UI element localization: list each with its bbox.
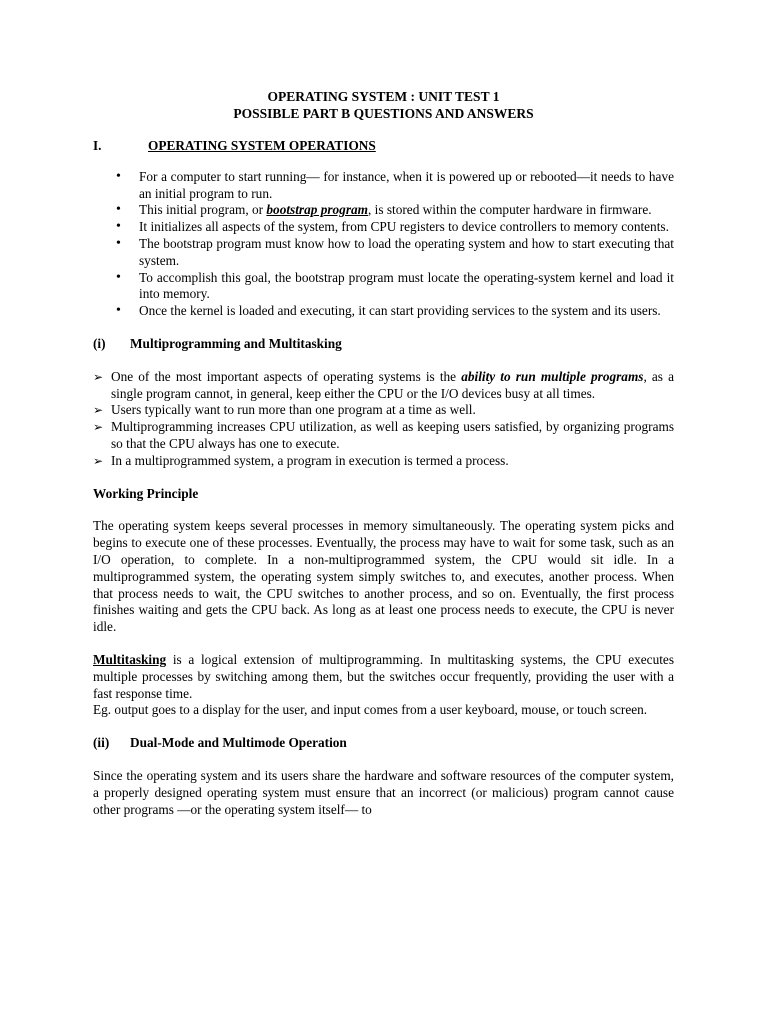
multitasking-paragraph: Multitasking is a logical extension of multiprogramming. In multitasking systems, the CPU executes multiple processes by switching among them, but the switches occur frequently, providing the user with a fast response time.	[93, 651, 674, 701]
list-item: • It initializes all aspects of the system, from CPU registers to device controllers to memory contents.	[116, 219, 669, 235]
document-subtitle: POSSIBLE PART B QUESTIONS AND ANSWERS	[233, 106, 534, 121]
subsection-heading	[93, 336, 674, 353]
section-heading	[93, 138, 674, 155]
arrow-bullet-icon: ➢	[93, 369, 104, 384]
list-item: • The bootstrap program must know how to load the operating system and how to start executing that system.	[116, 235, 674, 268]
bullet-icon: •	[116, 168, 121, 184]
list-item: • For a computer to start running— for instance, when it is powered up or rebooted—it needs to have an initial program to run.	[116, 168, 674, 201]
list-item: • Once the kernel is loaded and executing, it can start providing services to the system and its users.	[116, 303, 661, 319]
list-item: ➢ Users typically want to run more than one program at a time as well.	[93, 402, 476, 418]
list-item: ➢ One of the most important aspects of operating systems is the ability to run multiple programs, as a single program cannot, in general, keep either the CPU or the I/O devices busy at all times.	[93, 368, 674, 401]
arrow-bullet-icon: ➢	[93, 420, 104, 435]
subsection-number: (i)	[93, 335, 106, 351]
subsection-number: (ii)	[93, 735, 110, 751]
subsection-title: Dual-Mode and Multimode Operation	[130, 735, 347, 751]
list-item: • This initial program, or bootstrap program, is stored within the computer hardware in firmware.	[116, 202, 652, 218]
bullet-icon: •	[116, 219, 121, 235]
section-number: I.	[93, 138, 102, 153]
bullet-list	[93, 169, 674, 320]
bullet-icon: •	[116, 235, 121, 251]
working-principle-heading: Working Principle	[93, 485, 199, 501]
example-paragraph: Eg. output goes to a display for the user, and input comes from a user keyboard, mouse, or touch screen.	[93, 702, 648, 718]
section-title: OPERATING SYSTEM OPERATIONS	[148, 138, 376, 153]
bullet-icon: •	[116, 303, 121, 319]
document-content	[93, 88, 674, 818]
term-multitasking: Multitasking	[93, 651, 167, 667]
document-title: OPERATING SYSTEM : UNIT TEST 1	[267, 89, 500, 104]
list-item: ➢ Multiprogramming increases CPU utilization, as well as keeping users satisfied, by organizing programs so that the CPU always has one to execute.	[93, 419, 674, 451]
subsection-heading	[93, 735, 674, 752]
arrow-bullet-icon: ➢	[93, 403, 104, 418]
bullet-icon: •	[116, 269, 121, 285]
term-bootstrap-program: bootstrap program	[266, 202, 368, 218]
subsection-title: Multiprogramming and Multitasking	[130, 335, 342, 351]
working-principle-paragraph: The operating system keeps several processes in memory simultaneously. The operating system picks and begins to execute one of these processes. Eventually, the process may have to wait for some task, such as an I/O operation, to complete. In a non-multiprogrammed system, the CPU would sit idle. In a multiprogrammed system, the operating system simply switches to, and executes, another process. When that process needs to wait, the CPU switches to another process, and so on. Eventually, the first process finishes waiting and gets the CPU back. As long as at least one process needs to execute, the CPU is never idle.	[93, 518, 674, 635]
bullet-icon: •	[116, 202, 121, 218]
term-ability: ability to run multiple programs	[461, 368, 644, 384]
arrow-list	[93, 369, 674, 470]
dual-mode-paragraph: Since the operating system and its users share the hardware and software resources of the computer system, a properly designed operating system must ensure that an incorrect (or malicious) program cannot cause other programs —or the operating system itself— to	[93, 767, 674, 817]
arrow-bullet-icon: ➢	[93, 453, 104, 468]
list-item: ➢ In a multiprogrammed system, a program in execution is termed a process.	[93, 452, 509, 468]
list-item: • To accomplish this goal, the bootstrap program must locate the operating-system kernel and load it into memory.	[116, 269, 674, 302]
